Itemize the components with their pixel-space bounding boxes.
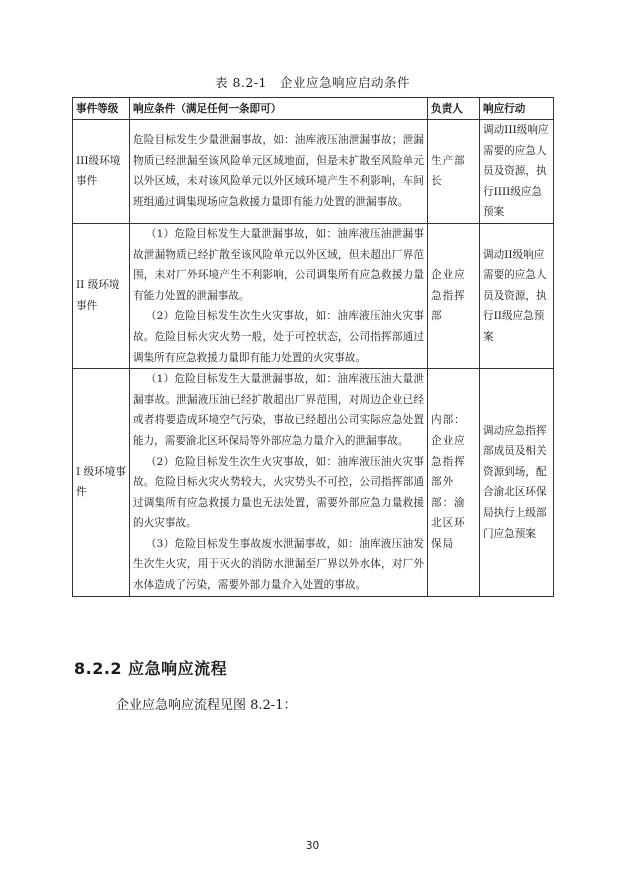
condition-text: （1）危险目标发生大量泄漏事故，如：油库液压油泄漏事故泄漏物质已经扩散至该风险单元以外区域，但未超出厂界范围，未对厂外环境产生不利影响，公司调集所有应急救援力量有能力处置的泄漏事故。 xyxy=(133,227,424,302)
action-cell: 调动III级响应需要的应急人员及资源，执行IIII级应急预案 xyxy=(480,120,554,224)
header-level: 事件等级 xyxy=(73,98,130,120)
body-paragraph: 企业应急响应流程见图 8.2-1： xyxy=(116,698,297,713)
responsible-cell: 内部：企业应急指挥部外部：渝北区环保局 xyxy=(428,369,480,597)
conditions-cell xyxy=(130,120,428,224)
conditions-cell xyxy=(130,223,428,368)
responsible-cell: 企业应急指挥部 xyxy=(428,223,480,368)
table-header-row xyxy=(73,98,554,120)
condition-text: （2）危险目标发生次生火灾事故，如：油库液压油火灾事故。危险目标火灾火势较大，火灾势头不可控，公司指挥部通过调集所有应急救援力量也无法处置，需要外部应急力量救援的火灾事故。 xyxy=(133,455,424,530)
condition-text: （1）危险目标发生大量泄漏事故，如：油库液压油大量泄漏事故。泄漏液压油已经扩散超出厂界范围，对周边企业已经或者将要造成环境空气污染，事故已经超出公司实际应急处置能力，需要渝北区环保局等外部应急力量介入的泄漏事故。 xyxy=(133,373,424,447)
header-action: 响应行动 xyxy=(480,98,554,120)
event-level-cell: II 级环境事件 xyxy=(73,223,130,368)
action-cell: 调动应急指挥部成员及相关资源到场，配合渝北区环保局执行上级部门应急预案 xyxy=(480,369,554,597)
header-conditions: 响应条件（满足任何一条即可） xyxy=(130,98,428,120)
page-number: 30 xyxy=(305,840,320,852)
section-heading: 8.2.2 应急响应流程 xyxy=(74,659,228,678)
table-row xyxy=(73,369,554,597)
response-conditions-table xyxy=(72,97,554,597)
responsible-cell: 生产部长 xyxy=(428,120,480,224)
condition-text: （3）危险目标发生事故废水泄漏事故，如：油库液压油发生次生火灾，用于灭火的消防水泄漏至厂界以外水体，对厂外水体造成了污染，需要外部力量介入处置的事故。 xyxy=(133,537,424,592)
condition-text: （2）危险目标发生次生火灾事故，如：油库液压油火灾事故。危险目标火灾火势一般，处于可控状态，公司指挥部通过调集所有应急救援力量即有能力处置的火灾事故。 xyxy=(133,310,424,364)
table-row xyxy=(73,120,554,224)
table-caption: 表 8.2-1 企业应急响应启动条件 xyxy=(214,75,411,90)
condition-text: 危险目标发生少量泄漏事故，如：油库液压油泄漏事故；泄漏物质已经泄漏至该风险单元区域地面，但是未扩散至风险单元以外区域，未对该风险单元以外区域环境产生不利影响，车间班组通过调集现场应急救援力量即有能力处置的泄漏事故。 xyxy=(133,134,424,209)
conditions-cell xyxy=(130,369,428,597)
event-level-cell: III级环境事件 xyxy=(73,120,130,224)
header-responsible: 负责人 xyxy=(428,98,480,120)
table-row xyxy=(73,223,554,368)
action-cell: 调动II级响应需要的应急人员及资源，执行II级应急预案 xyxy=(480,223,554,368)
event-level-cell: I 级环境事件 xyxy=(73,369,130,597)
